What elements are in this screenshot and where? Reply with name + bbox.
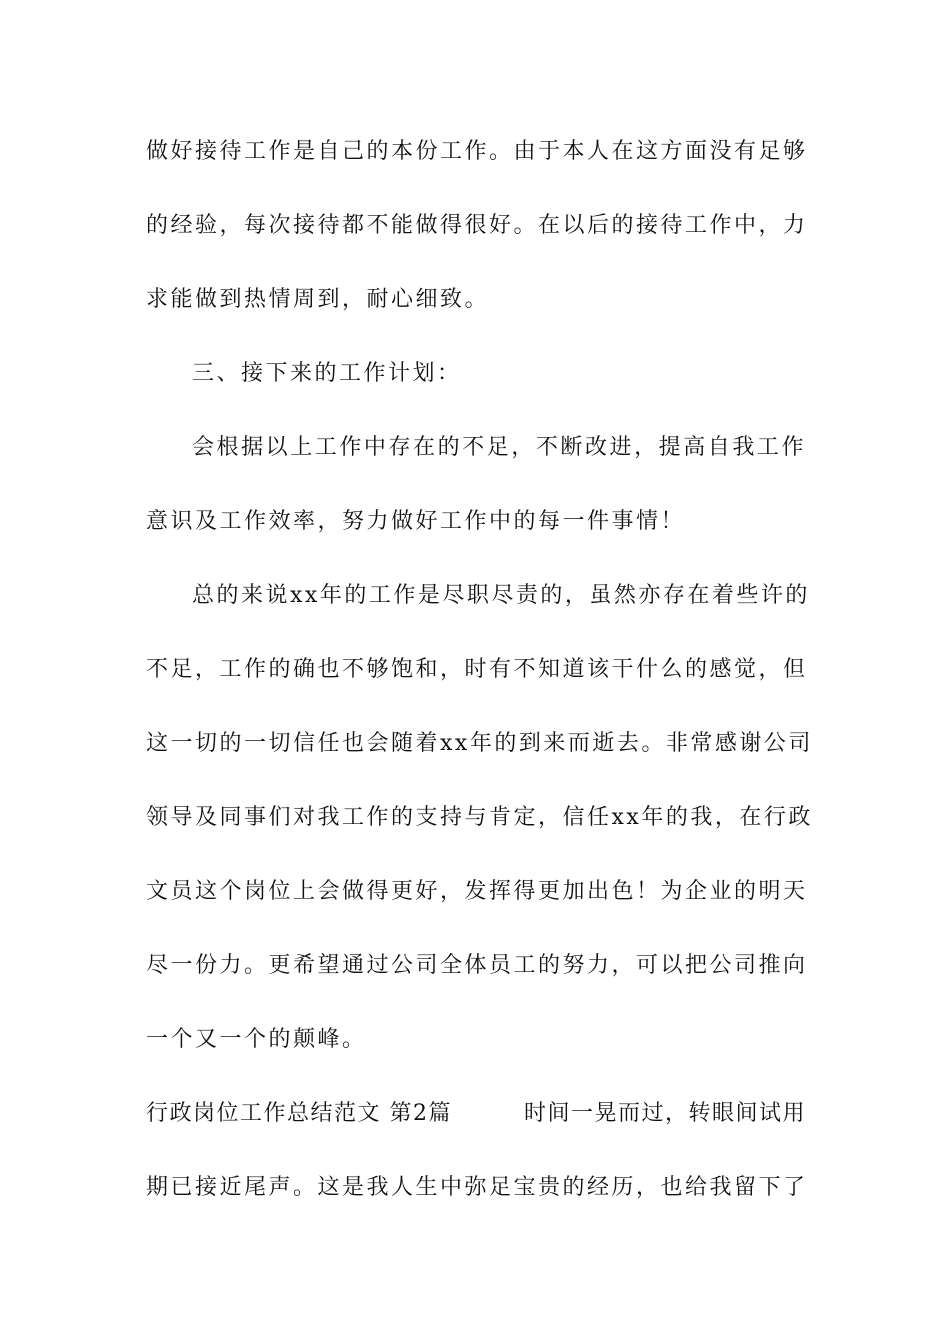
paragraph-line: 这一切的一切信任也会随着xx年的到来而逝去。非常感谢公司 bbox=[146, 731, 813, 756]
section-title: 行政岗位工作总结范文 第2篇 bbox=[146, 1101, 452, 1126]
paragraph-line: 会根据以上工作中存在的不足，不断改进，提高自我工作 bbox=[192, 435, 806, 460]
paragraph-line: 文员这个岗位上会做得更好，发挥得更加出色！为企业的明天 bbox=[146, 879, 808, 904]
paragraph-line: 不足，工作的确也不够饱和，时有不知道该干什么的感觉，但 bbox=[146, 657, 808, 682]
paragraph-line: 期已接近尾声。这是我人生中弥足宝贵的经历，也给我留下了 bbox=[146, 1175, 808, 1200]
paragraph-line: 领导及同事们对我工作的支持与肯定，信任xx年的我，在行政 bbox=[146, 805, 813, 830]
paragraph-line: 意识及工作效率，努力做好工作中的每一件事情！ bbox=[146, 509, 686, 534]
paragraph-line: 尽一份力。更希望通过公司全体员工的努力，可以把公司推向 bbox=[146, 953, 808, 978]
paragraph-line: 做好接待工作是自己的本份工作。由于本人在这方面没有足够 bbox=[146, 139, 808, 164]
paragraph-line: 的经验，每次接待都不能做得很好。在以后的接待工作中，力 bbox=[146, 213, 808, 238]
paragraph-line: 求能做到热情周到，耐心细致。 bbox=[146, 287, 490, 312]
section-heading: 三、接下来的工作计划： bbox=[192, 361, 462, 386]
section-title-row bbox=[146, 1099, 806, 1129]
section-title-continuation: 时间一晃而过，转眼间试用 bbox=[523, 1101, 806, 1126]
paragraph-line: 总的来说xx年的工作是尽职尽责的，虽然亦存在着些许的 bbox=[192, 583, 810, 608]
paragraph-line: 一个又一个的颠峰。 bbox=[146, 1027, 367, 1052]
